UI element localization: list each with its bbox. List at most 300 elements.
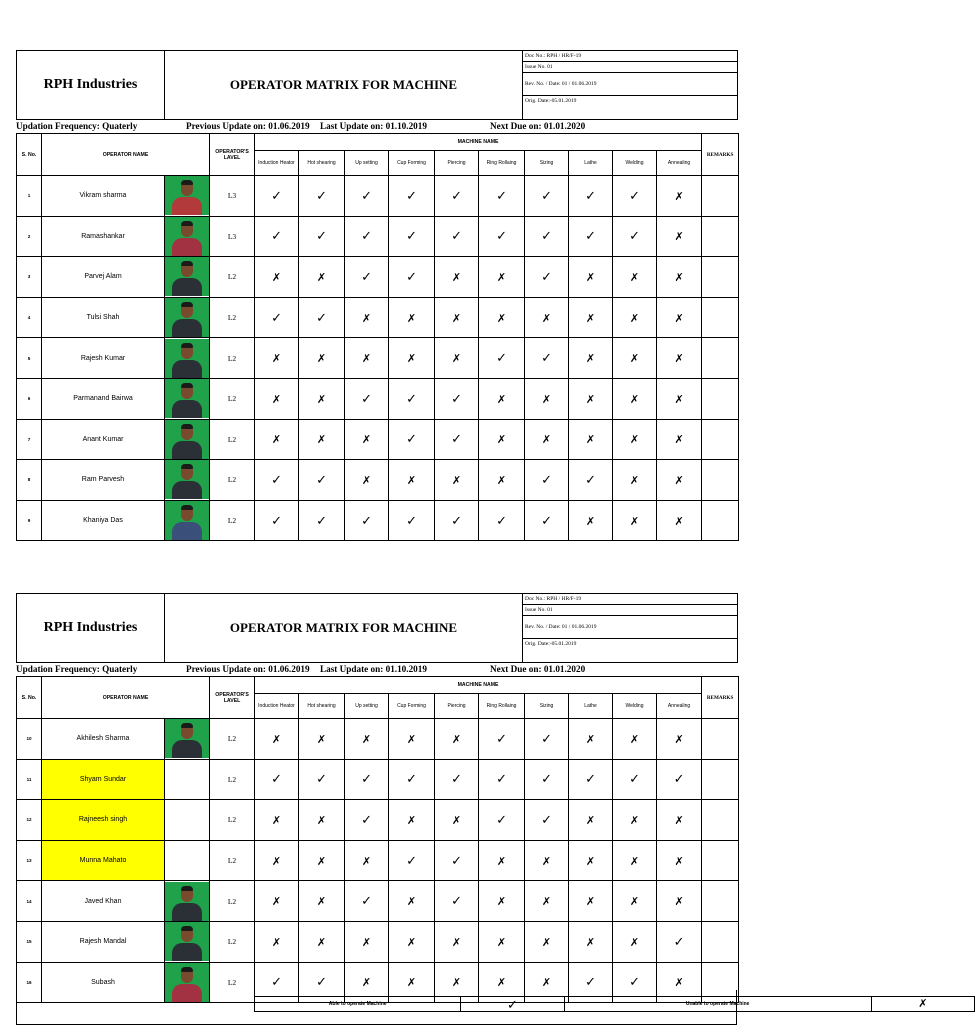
skill-cell: [345, 176, 389, 217]
machine-header: Ring Rollaing: [479, 694, 525, 719]
doc-number: Doc No.: RPH / HR/F-19: [523, 594, 737, 605]
operator-photo-cell: [165, 460, 210, 501]
skill-cell: [569, 378, 613, 419]
operator-photo-cell: [165, 338, 210, 379]
operator-photo: [165, 922, 209, 961]
operator-photo: [165, 420, 209, 459]
skill-cell: [255, 921, 299, 962]
cross-mark-icon: ✗: [496, 312, 507, 325]
cross-mark-icon: ✗: [406, 312, 417, 325]
serial-number: 13: [17, 840, 42, 881]
operator-level-header: OPERATOR'S LAVEL: [210, 134, 255, 176]
cross-mark-icon: ✗: [629, 733, 640, 746]
matrix-sheet-1: [16, 50, 737, 541]
operator-row: [17, 419, 739, 460]
serial-number: 3: [17, 257, 42, 298]
operator-matrix-table: [16, 133, 739, 541]
skill-cell: [389, 176, 435, 217]
check-mark-icon: ✓: [496, 350, 507, 366]
skill-cell: [613, 216, 657, 257]
skill-cell: [569, 800, 613, 841]
skill-cell: [435, 297, 479, 338]
check-mark-icon: ✓: [451, 431, 462, 447]
cross-mark-icon: ✗: [585, 271, 596, 284]
next-due: Next Due on: 01.01.2020: [490, 121, 586, 131]
cross-mark-icon: ✗: [406, 733, 417, 746]
previous-update: Previous Update on: 01.06.2019: [186, 121, 310, 131]
cross-mark-icon: ✗: [541, 434, 552, 447]
machine-header: Piercing: [435, 694, 479, 719]
operator-photo: [165, 379, 209, 418]
skill-cell: [613, 881, 657, 922]
cross-mark-icon: ✗: [496, 896, 507, 909]
operator-level-header: OPERATOR'S LAVEL: [210, 677, 255, 719]
skill-cell: [657, 759, 702, 800]
skill-cell: [299, 176, 345, 217]
machine-header: Hot shearing: [299, 694, 345, 719]
cross-mark-icon: ✗: [674, 434, 684, 447]
check-mark-icon: ✓: [496, 512, 507, 528]
cross-mark-icon: ✗: [451, 353, 462, 366]
skill-cell: [657, 419, 702, 460]
operator-row: [17, 840, 739, 881]
cross-mark-icon: ✗: [496, 855, 507, 868]
skill-cell: [389, 840, 435, 881]
cross-mark-icon: ✗: [629, 434, 640, 447]
cross-mark-icon: ✗: [271, 936, 282, 949]
check-mark-icon: ✓: [406, 187, 417, 203]
cross-mark-icon: ✗: [585, 814, 596, 827]
cross-mark-icon: ✗: [451, 977, 462, 990]
check-mark-icon: ✓: [585, 228, 596, 244]
skill-cell: [479, 800, 525, 841]
update-frequency: Updation Frequency: Quaterly: [16, 121, 138, 131]
operator-row: [17, 257, 739, 298]
cross-mark-icon: ✗: [271, 896, 282, 909]
check-mark-icon: ✓: [629, 771, 640, 787]
skill-cell: [299, 921, 345, 962]
skill-cell: [345, 881, 389, 922]
cross-mark-icon: ✗: [496, 393, 507, 406]
skill-cell: [657, 840, 702, 881]
operator-row: [17, 378, 739, 419]
check-mark-icon: ✓: [316, 471, 327, 487]
operator-level: L3: [210, 176, 255, 217]
skill-cell: [657, 460, 702, 501]
skill-cell: [613, 378, 657, 419]
skill-cell: [345, 719, 389, 760]
serial-number: 6: [17, 378, 42, 419]
skill-cell: [525, 257, 569, 298]
legend-area: [16, 990, 928, 1025]
check-mark-icon: ✓: [629, 228, 640, 244]
operator-level: L2: [210, 257, 255, 298]
cross-mark-icon: ✗: [585, 312, 596, 325]
cross-mark-icon: ✗: [585, 733, 596, 746]
skill-cell: [255, 460, 299, 501]
skill-cell: [255, 800, 299, 841]
serial-number: 4: [17, 297, 42, 338]
skill-cell: [299, 719, 345, 760]
cross-mark-icon: ✗: [674, 312, 684, 325]
legend-cross-icon: ✗: [871, 997, 974, 1012]
cross-mark-icon: ✗: [541, 936, 552, 949]
cross-mark-icon: ✗: [585, 434, 596, 447]
skill-cell: [299, 338, 345, 379]
serial-number: 9: [17, 500, 42, 541]
skill-cell: [479, 719, 525, 760]
operator-photo: [165, 719, 209, 758]
skill-cell: [479, 500, 525, 541]
sno-header: S. No.: [17, 134, 42, 176]
operator-name: Khaniya Das: [42, 500, 165, 541]
skill-cell: [525, 176, 569, 217]
document-title: OPERATOR MATRIX FOR MACHINE: [165, 51, 523, 120]
skill-cell: [525, 921, 569, 962]
check-mark-icon: ✓: [361, 893, 372, 909]
machine-name-header: MACHINE NAME: [255, 677, 702, 694]
cross-mark-icon: ✗: [361, 474, 372, 487]
cross-mark-icon: ✗: [361, 977, 372, 990]
remarks-cell: [702, 419, 739, 460]
update-line: [16, 120, 737, 133]
check-mark-icon: ✓: [406, 390, 417, 406]
issue-number: Issue No. 01: [523, 62, 737, 73]
skill-cell: [389, 216, 435, 257]
remarks-cell: [702, 257, 739, 298]
skill-cell: [435, 719, 479, 760]
check-mark-icon: ✓: [361, 268, 372, 284]
check-mark-icon: ✓: [629, 974, 640, 990]
serial-number: 2: [17, 216, 42, 257]
operator-matrix-table: [16, 676, 739, 1003]
operator-row: [17, 216, 739, 257]
skill-cell: [435, 176, 479, 217]
cross-mark-icon: ✗: [406, 936, 417, 949]
operator-row: [17, 297, 739, 338]
skill-cell: [569, 921, 613, 962]
check-mark-icon: ✓: [451, 187, 462, 203]
skill-cell: [613, 500, 657, 541]
skill-cell: [435, 921, 479, 962]
skill-cell: [435, 500, 479, 541]
skill-cell: [299, 378, 345, 419]
skill-cell: [479, 759, 525, 800]
skill-cell: [613, 800, 657, 841]
machine-header: Annealing: [657, 694, 702, 719]
cross-mark-icon: ✗: [316, 393, 327, 406]
operator-row: [17, 719, 739, 760]
check-mark-icon: ✓: [271, 228, 282, 244]
machine-header: Sizing: [525, 151, 569, 176]
operator-name: Ram Parvesh: [42, 460, 165, 501]
skill-cell: [613, 176, 657, 217]
operator-level: L2: [210, 338, 255, 379]
cross-mark-icon: ✗: [316, 855, 327, 868]
check-mark-icon: ✓: [361, 228, 372, 244]
cross-mark-icon: ✗: [585, 896, 596, 909]
company-name: RPH Industries: [17, 594, 165, 663]
remarks-cell: [702, 297, 739, 338]
remarks-cell: [702, 719, 739, 760]
cross-mark-icon: ✗: [271, 814, 282, 827]
skill-cell: [345, 840, 389, 881]
serial-number: 5: [17, 338, 42, 379]
check-mark-icon: ✓: [361, 390, 372, 406]
cross-mark-icon: ✗: [674, 977, 684, 990]
check-mark-icon: ✓: [541, 471, 552, 487]
skill-cell: [479, 176, 525, 217]
machine-header: Hot shearing: [299, 151, 345, 176]
cross-mark-icon: ✗: [629, 814, 640, 827]
skill-cell: [569, 840, 613, 881]
check-mark-icon: ✓: [451, 228, 462, 244]
operator-name: Javed Khan: [42, 881, 165, 922]
origin-date: Orig. Date:-05.01.2019: [525, 641, 577, 648]
machine-header: Annealing: [657, 151, 702, 176]
cross-mark-icon: ✗: [451, 733, 462, 746]
skill-cell: [389, 921, 435, 962]
cross-mark-icon: ✗: [316, 814, 327, 827]
skill-cell: [479, 460, 525, 501]
skill-cell: [345, 500, 389, 541]
skill-cell: [525, 800, 569, 841]
operator-photo: [165, 217, 209, 256]
machine-header: Ring Rollaing: [479, 151, 525, 176]
skill-cell: [299, 500, 345, 541]
cross-mark-icon: ✗: [496, 434, 507, 447]
skill-cell: [613, 719, 657, 760]
check-mark-icon: ✓: [496, 771, 507, 787]
check-mark-icon: ✓: [451, 852, 462, 868]
cross-mark-icon: ✗: [585, 936, 596, 949]
legend: [254, 996, 975, 1012]
operator-level: L2: [210, 800, 255, 841]
remarks-cell: [702, 500, 739, 541]
operator-photo-cell: [165, 840, 210, 881]
skill-cell: [479, 881, 525, 922]
operator-photo-cell: [165, 800, 210, 841]
operator-name: Shyam Sundar: [42, 759, 165, 800]
legend-check-icon: ✓: [461, 997, 564, 1012]
cross-mark-icon: ✗: [406, 896, 417, 909]
cross-mark-icon: ✗: [271, 733, 282, 746]
machine-header: Up setting: [345, 694, 389, 719]
cross-mark-icon: ✗: [316, 353, 327, 366]
skill-cell: [657, 881, 702, 922]
machine-header: Up setting: [345, 151, 389, 176]
cross-mark-icon: ✗: [585, 855, 596, 868]
operator-photo: [165, 501, 209, 540]
skill-cell: [299, 840, 345, 881]
check-mark-icon: ✓: [496, 811, 507, 827]
check-mark-icon: ✓: [271, 771, 282, 787]
skill-cell: [389, 759, 435, 800]
check-mark-icon: ✓: [541, 268, 552, 284]
check-mark-icon: ✓: [585, 187, 596, 203]
check-mark-icon: ✓: [406, 431, 417, 447]
machine-header: Cup Forming: [389, 694, 435, 719]
skill-cell: [389, 297, 435, 338]
operator-name: Akhilesh Sharma: [42, 719, 165, 760]
skill-cell: [299, 297, 345, 338]
serial-number: 8: [17, 460, 42, 501]
skill-cell: [345, 419, 389, 460]
skill-cell: [435, 881, 479, 922]
cross-mark-icon: ✗: [271, 353, 282, 366]
skill-cell: [657, 257, 702, 298]
skill-cell: [657, 176, 702, 217]
operator-name: Vikram sharma: [42, 176, 165, 217]
serial-number: 10: [17, 719, 42, 760]
remarks-cell: [702, 338, 739, 379]
skill-cell: [389, 378, 435, 419]
machine-header: Induction Heator: [255, 151, 299, 176]
cross-mark-icon: ✗: [674, 353, 684, 366]
skill-cell: [435, 840, 479, 881]
operator-photo: [165, 882, 209, 921]
remarks-cell: [702, 216, 739, 257]
skill-cell: [389, 257, 435, 298]
cross-mark-icon: ✗: [629, 353, 640, 366]
skill-cell: [389, 719, 435, 760]
skill-cell: [389, 460, 435, 501]
check-mark-icon: ✓: [541, 771, 552, 787]
check-mark-icon: ✓: [541, 730, 552, 746]
skill-cell: [255, 378, 299, 419]
cross-mark-icon: ✗: [629, 855, 640, 868]
skill-cell: [345, 216, 389, 257]
skill-cell: [569, 500, 613, 541]
operator-level: L2: [210, 419, 255, 460]
operator-photo-cell: [165, 719, 210, 760]
skill-cell: [345, 378, 389, 419]
cross-mark-icon: ✗: [271, 434, 282, 447]
cross-mark-icon: ✗: [674, 271, 684, 284]
skill-cell: [345, 460, 389, 501]
matrix-sheet-2: [16, 593, 928, 1012]
check-mark-icon: ✓: [541, 228, 552, 244]
skill-cell: [657, 500, 702, 541]
check-mark-icon: ✓: [361, 512, 372, 528]
previous-update: Previous Update on: 01.06.2019: [186, 664, 310, 674]
skill-cell: [569, 881, 613, 922]
skill-cell: [657, 216, 702, 257]
operator-photo-cell: [165, 216, 210, 257]
skill-cell: [569, 719, 613, 760]
cross-mark-icon: ✗: [406, 977, 417, 990]
cross-mark-icon: ✗: [541, 393, 552, 406]
skill-cell: [435, 419, 479, 460]
legend-able-label: Able to operate Machine: [255, 997, 461, 1012]
skill-cell: [345, 800, 389, 841]
skill-cell: [299, 800, 345, 841]
legend-unable-label: Unable to operate Machine: [564, 997, 871, 1012]
skill-cell: [299, 460, 345, 501]
cross-mark-icon: ✗: [406, 814, 417, 827]
serial-number: 15: [17, 921, 42, 962]
serial-number: 12: [17, 800, 42, 841]
cross-mark-icon: ✗: [674, 190, 684, 203]
cross-mark-icon: ✗: [541, 896, 552, 909]
operator-name-header: OPERATOR NAME: [42, 134, 210, 176]
origin-date: Orig. Date:-05.01.2019: [525, 98, 577, 105]
skill-cell: [345, 759, 389, 800]
serial-number: 11: [17, 759, 42, 800]
check-mark-icon: ✓: [451, 512, 462, 528]
check-mark-icon: ✓: [316, 771, 327, 787]
check-mark-icon: ✓: [406, 771, 417, 787]
operator-photo: [165, 176, 209, 215]
operator-name: Subash: [42, 962, 165, 1003]
check-mark-icon: ✓: [585, 471, 596, 487]
operator-photo-cell: [165, 176, 210, 217]
cross-mark-icon: ✗: [585, 393, 596, 406]
machine-header: Induction Heator: [255, 694, 299, 719]
skill-cell: [525, 759, 569, 800]
skill-cell: [299, 881, 345, 922]
skill-cell: [255, 881, 299, 922]
remarks-cell: [702, 800, 739, 841]
update-frequency: Updation Frequency: Quaterly: [16, 664, 138, 674]
doc-info-block: [523, 594, 738, 663]
cross-mark-icon: ✗: [541, 312, 552, 325]
operator-photo-cell: [165, 881, 210, 922]
check-mark-icon: ✓: [406, 268, 417, 284]
check-mark-icon: ✓: [496, 730, 507, 746]
skill-cell: [569, 460, 613, 501]
operator-row: [17, 338, 739, 379]
remarks-cell: [702, 378, 739, 419]
company-name: RPH Industries: [17, 51, 165, 120]
skill-cell: [255, 840, 299, 881]
skill-cell: [525, 719, 569, 760]
skill-cell: [613, 419, 657, 460]
skill-cell: [525, 500, 569, 541]
operator-level: L2: [210, 962, 255, 1003]
operator-name: Rajneesh singh: [42, 800, 165, 841]
cross-mark-icon: ✗: [316, 271, 327, 284]
operator-name: Rajesh Kumar: [42, 338, 165, 379]
cross-mark-icon: ✗: [316, 434, 327, 447]
cross-mark-icon: ✗: [541, 855, 552, 868]
operator-row: [17, 460, 739, 501]
operator-photo-cell: [165, 500, 210, 541]
check-mark-icon: ✓: [271, 309, 282, 325]
serial-number: 14: [17, 881, 42, 922]
machine-header: Lathe: [569, 151, 613, 176]
cross-mark-icon: ✗: [541, 977, 552, 990]
last-update: Last Update on: 01.10.2019: [320, 121, 427, 131]
operator-level: L2: [210, 378, 255, 419]
operator-level: L2: [210, 297, 255, 338]
check-mark-icon: ✓: [451, 771, 462, 787]
skill-cell: [613, 257, 657, 298]
cross-mark-icon: ✗: [451, 814, 462, 827]
skill-cell: [435, 378, 479, 419]
check-mark-icon: ✓: [541, 187, 552, 203]
operator-photo: [165, 460, 209, 499]
operator-row: [17, 921, 739, 962]
operator-photo-cell: [165, 419, 210, 460]
remarks-cell: [702, 176, 739, 217]
operator-name: Anant Kumar: [42, 419, 165, 460]
skill-cell: [435, 216, 479, 257]
operator-photo-cell: [165, 921, 210, 962]
cross-mark-icon: ✗: [674, 733, 684, 746]
skill-cell: [255, 719, 299, 760]
check-mark-icon: ✓: [585, 771, 596, 787]
